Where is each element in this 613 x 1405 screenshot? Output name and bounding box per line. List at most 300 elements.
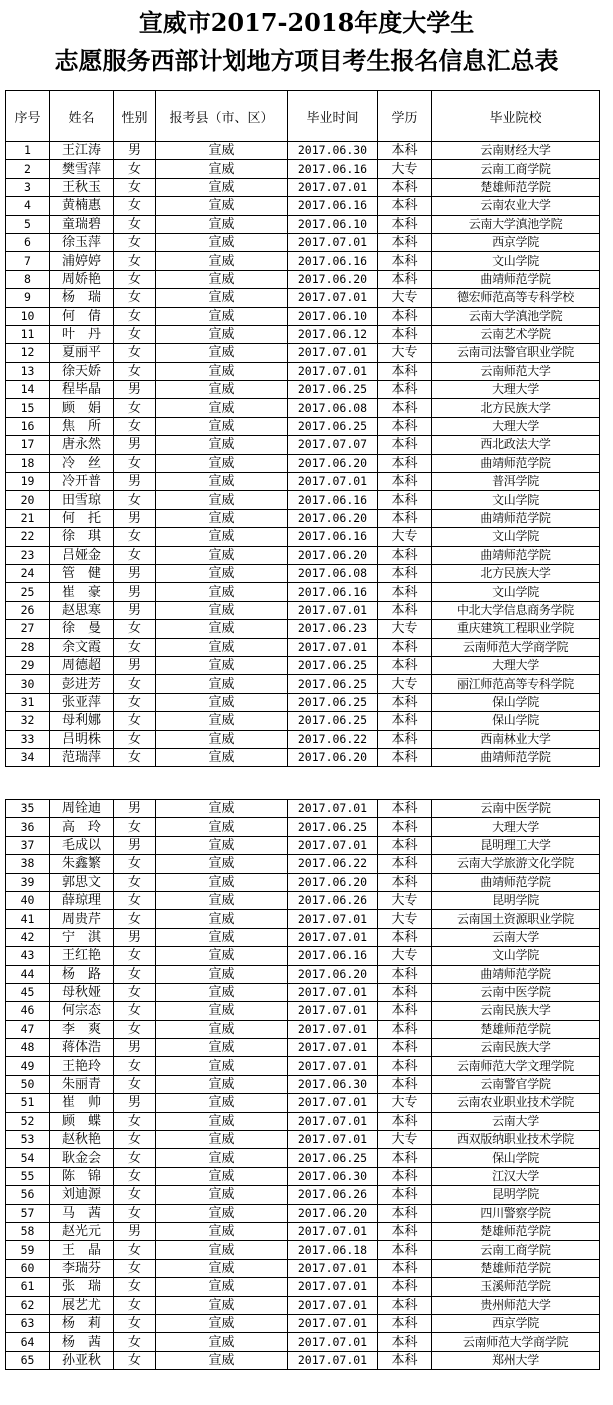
cell-graduation-date: 2017.07.01 (288, 1222, 378, 1240)
cell-serial: 50 (6, 1075, 50, 1093)
cell-county: 宣威 (156, 1204, 288, 1222)
cell-name: 吕明株 (50, 730, 114, 748)
cell-school: 西京学院 (432, 1314, 600, 1332)
cell-school: 云南工商学院 (432, 1241, 600, 1259)
cell-serial: 39 (6, 873, 50, 891)
cell-education: 本科 (378, 252, 432, 270)
cell-graduation-date: 2017.07.01 (288, 1002, 378, 1020)
table-row (6, 215, 600, 233)
cell-school: 文山学院 (432, 528, 600, 546)
cell-gender: 女 (114, 1112, 156, 1130)
cell-gender: 男 (114, 928, 156, 946)
table-row (6, 197, 600, 215)
cell-name: 管 健 (50, 564, 114, 582)
table-row (6, 233, 600, 251)
cell-school: 云南大学 (432, 928, 600, 946)
cell-name: 吕娅金 (50, 546, 114, 564)
cell-school: 文山学院 (432, 491, 600, 509)
cell-graduation-date: 2017.06.08 (288, 564, 378, 582)
cell-education: 本科 (378, 1314, 432, 1332)
cell-serial: 60 (6, 1259, 50, 1277)
cell-school: 曲靖师范学院 (432, 873, 600, 891)
cell-serial: 27 (6, 620, 50, 638)
header-county: 报考县（市、区） (156, 91, 288, 142)
cell-education: 本科 (378, 215, 432, 233)
cell-name: 王秋玉 (50, 178, 114, 196)
cell-graduation-date: 2017.07.01 (288, 1351, 378, 1369)
cell-gender: 女 (114, 1278, 156, 1296)
cell-school: 曲靖师范学院 (432, 270, 600, 288)
cell-gender: 女 (114, 748, 156, 766)
table-row (6, 142, 600, 160)
table-row (6, 675, 600, 693)
cell-graduation-date: 2017.07.01 (288, 638, 378, 656)
cell-gender: 女 (114, 160, 156, 178)
cell-education: 大专 (378, 675, 432, 693)
table-row (6, 601, 600, 619)
cell-name: 周贵芹 (50, 910, 114, 928)
cell-school: 云南师范大学文理学院 (432, 1057, 600, 1075)
cell-county: 宣威 (156, 1075, 288, 1093)
cell-school: 郑州大学 (432, 1351, 600, 1369)
cell-county: 宣威 (156, 252, 288, 270)
cell-graduation-date: 2017.06.20 (288, 509, 378, 527)
cell-serial: 30 (6, 675, 50, 693)
cell-serial: 19 (6, 473, 50, 491)
cell-county: 宣威 (156, 1039, 288, 1057)
table-row (6, 252, 600, 270)
cell-gender: 女 (114, 252, 156, 270)
table-row (6, 1075, 600, 1093)
cell-gender: 女 (114, 215, 156, 233)
cell-county: 宣威 (156, 891, 288, 909)
cell-county: 宣威 (156, 1112, 288, 1130)
cell-school: 昆明理工大学 (432, 836, 600, 854)
cell-county: 宣威 (156, 1149, 288, 1167)
cell-education: 大专 (378, 344, 432, 362)
cell-graduation-date: 2017.07.01 (288, 836, 378, 854)
cell-county: 宣威 (156, 1002, 288, 1020)
cell-serial: 36 (6, 818, 50, 836)
cell-education: 本科 (378, 601, 432, 619)
cell-name: 田雪琼 (50, 491, 114, 509)
table-row (6, 1314, 600, 1332)
table-row (6, 344, 600, 362)
table-row (6, 1112, 600, 1130)
cell-county: 宣威 (156, 197, 288, 215)
cell-serial: 51 (6, 1094, 50, 1112)
cell-name: 母利娜 (50, 712, 114, 730)
cell-serial: 21 (6, 509, 50, 527)
cell-name: 王红艳 (50, 947, 114, 965)
cell-education: 本科 (378, 1351, 432, 1369)
cell-graduation-date: 2017.07.01 (288, 178, 378, 196)
cell-graduation-date: 2017.06.26 (288, 891, 378, 909)
header-graduation-date: 毕业时间 (288, 91, 378, 142)
cell-gender: 女 (114, 178, 156, 196)
cell-serial: 33 (6, 730, 50, 748)
cell-education: 本科 (378, 1333, 432, 1351)
cell-education: 本科 (378, 818, 432, 836)
cell-school: 云南财经大学 (432, 142, 600, 160)
cell-gender: 男 (114, 564, 156, 582)
cell-school: 云南师范大学 (432, 362, 600, 380)
cell-name: 陈 锦 (50, 1167, 114, 1185)
cell-gender: 女 (114, 730, 156, 748)
cell-gender: 女 (114, 289, 156, 307)
cell-school: 云南工商学院 (432, 160, 600, 178)
cell-education: 本科 (378, 583, 432, 601)
cell-education: 大专 (378, 1131, 432, 1149)
cell-serial: 10 (6, 307, 50, 325)
cell-name: 孙亚秋 (50, 1351, 114, 1369)
cell-graduation-date: 2017.06.16 (288, 947, 378, 965)
cell-serial: 9 (6, 289, 50, 307)
cell-education: 本科 (378, 638, 432, 656)
cell-school: 保山学院 (432, 712, 600, 730)
cell-serial: 41 (6, 910, 50, 928)
applicant-table-part1 (5, 90, 600, 767)
cell-county: 宣威 (156, 601, 288, 619)
cell-gender: 男 (114, 1094, 156, 1112)
cell-gender: 女 (114, 1149, 156, 1167)
table-row (6, 891, 600, 909)
table-row (6, 399, 600, 417)
cell-name: 童瑞碧 (50, 215, 114, 233)
table-row (6, 381, 600, 399)
cell-education: 本科 (378, 712, 432, 730)
table-row (6, 1186, 600, 1204)
cell-serial: 63 (6, 1314, 50, 1332)
cell-graduation-date: 2017.07.01 (288, 1259, 378, 1277)
cell-graduation-date: 2017.06.25 (288, 818, 378, 836)
table-row (6, 1167, 600, 1185)
cell-name: 浦婷婷 (50, 252, 114, 270)
cell-education: 本科 (378, 1112, 432, 1130)
cell-gender: 女 (114, 1351, 156, 1369)
header-name: 姓名 (50, 91, 114, 142)
cell-education: 本科 (378, 399, 432, 417)
cell-name: 叶 丹 (50, 325, 114, 343)
cell-serial: 53 (6, 1131, 50, 1149)
cell-name: 张 瑞 (50, 1278, 114, 1296)
cell-graduation-date: 2017.06.16 (288, 528, 378, 546)
cell-serial: 42 (6, 928, 50, 946)
cell-name: 徐玉萍 (50, 233, 114, 251)
cell-county: 宣威 (156, 1296, 288, 1314)
table-row (6, 1002, 600, 1020)
cell-graduation-date: 2017.06.20 (288, 454, 378, 472)
cell-graduation-date: 2017.06.25 (288, 417, 378, 435)
cell-serial: 47 (6, 1020, 50, 1038)
cell-serial: 48 (6, 1039, 50, 1057)
cell-school: 西北政法大学 (432, 436, 600, 454)
cell-school: 保山学院 (432, 1149, 600, 1167)
cell-serial: 35 (6, 800, 50, 818)
cell-serial: 7 (6, 252, 50, 270)
cell-school: 江汉大学 (432, 1167, 600, 1185)
cell-graduation-date: 2017.07.01 (288, 1094, 378, 1112)
cell-gender: 女 (114, 546, 156, 564)
cell-graduation-date: 2017.07.01 (288, 928, 378, 946)
cell-name: 高 玲 (50, 818, 114, 836)
cell-school: 曲靖师范学院 (432, 748, 600, 766)
cell-education: 本科 (378, 965, 432, 983)
cell-school: 云南大学 (432, 1112, 600, 1130)
cell-education: 本科 (378, 693, 432, 711)
cell-school: 西京学院 (432, 233, 600, 251)
cell-name: 徐 琪 (50, 528, 114, 546)
table-row (6, 362, 600, 380)
cell-graduation-date: 2017.06.10 (288, 215, 378, 233)
table-row (6, 289, 600, 307)
cell-graduation-date: 2017.07.01 (288, 601, 378, 619)
cell-education: 本科 (378, 509, 432, 527)
cell-gender: 女 (114, 638, 156, 656)
cell-gender: 女 (114, 1057, 156, 1075)
cell-county: 宣威 (156, 748, 288, 766)
cell-name: 赵光元 (50, 1222, 114, 1240)
table-row (6, 836, 600, 854)
cell-school: 文山学院 (432, 252, 600, 270)
document-title-line2: 志愿服务西部计划地方项目考生报名信息汇总表 (54, 46, 559, 75)
cell-county: 宣威 (156, 362, 288, 380)
cell-serial: 26 (6, 601, 50, 619)
cell-name: 薛琼理 (50, 891, 114, 909)
cell-school: 西南林业大学 (432, 730, 600, 748)
cell-education: 本科 (378, 730, 432, 748)
cell-education: 大专 (378, 620, 432, 638)
cell-county: 宣威 (156, 528, 288, 546)
cell-gender: 男 (114, 509, 156, 527)
cell-name: 杨 路 (50, 965, 114, 983)
cell-school: 北方民族大学 (432, 399, 600, 417)
table-row (6, 546, 600, 564)
cell-county: 宣威 (156, 928, 288, 946)
cell-graduation-date: 2017.07.01 (288, 1131, 378, 1149)
cell-school: 云南大学旅游文化学院 (432, 855, 600, 873)
cell-graduation-date: 2017.07.01 (288, 1057, 378, 1075)
cell-education: 大专 (378, 1094, 432, 1112)
table-row (6, 436, 600, 454)
cell-name: 周德超 (50, 656, 114, 674)
cell-education: 本科 (378, 546, 432, 564)
cell-gender: 女 (114, 344, 156, 362)
cell-county: 宣威 (156, 1241, 288, 1259)
cell-graduation-date: 2017.06.25 (288, 693, 378, 711)
table-row (6, 712, 600, 730)
document-title-line1: 宣威市2017-2018年度大学生 (138, 8, 475, 37)
cell-education: 本科 (378, 1186, 432, 1204)
cell-gender: 女 (114, 1333, 156, 1351)
cell-education: 本科 (378, 855, 432, 873)
table-row (6, 454, 600, 472)
cell-gender: 女 (114, 873, 156, 891)
cell-gender: 女 (114, 1241, 156, 1259)
cell-graduation-date: 2017.06.10 (288, 307, 378, 325)
cell-county: 宣威 (156, 142, 288, 160)
cell-graduation-date: 2017.07.01 (288, 1039, 378, 1057)
table-row (6, 491, 600, 509)
cell-school: 曲靖师范学院 (432, 965, 600, 983)
cell-graduation-date: 2017.06.16 (288, 197, 378, 215)
cell-gender: 男 (114, 142, 156, 160)
cell-county: 宣威 (156, 233, 288, 251)
cell-county: 宣威 (156, 1222, 288, 1240)
cell-education: 本科 (378, 1204, 432, 1222)
cell-gender: 女 (114, 1020, 156, 1038)
cell-gender: 女 (114, 197, 156, 215)
cell-county: 宣威 (156, 473, 288, 491)
cell-graduation-date: 2017.07.01 (288, 1020, 378, 1038)
cell-county: 宣威 (156, 656, 288, 674)
cell-gender: 女 (114, 325, 156, 343)
cell-school: 曲靖师范学院 (432, 454, 600, 472)
table-row (6, 270, 600, 288)
cell-gender: 女 (114, 270, 156, 288)
cell-gender: 女 (114, 233, 156, 251)
cell-county: 宣威 (156, 730, 288, 748)
cell-serial: 57 (6, 1204, 50, 1222)
cell-gender: 女 (114, 1204, 156, 1222)
cell-school: 云南师范大学商学院 (432, 1333, 600, 1351)
cell-school: 大理大学 (432, 381, 600, 399)
cell-school: 大理大学 (432, 417, 600, 435)
cell-graduation-date: 2017.06.22 (288, 855, 378, 873)
cell-name: 赵秋艳 (50, 1131, 114, 1149)
cell-graduation-date: 2017.06.20 (288, 1204, 378, 1222)
table-row (6, 965, 600, 983)
cell-serial: 5 (6, 215, 50, 233)
cell-name: 宁 淇 (50, 928, 114, 946)
cell-name: 崔 豪 (50, 583, 114, 601)
cell-county: 宣威 (156, 1057, 288, 1075)
cell-graduation-date: 2017.06.25 (288, 675, 378, 693)
cell-county: 宣威 (156, 675, 288, 693)
cell-school: 西双版纳职业技术学院 (432, 1131, 600, 1149)
cell-gender: 女 (114, 1259, 156, 1277)
cell-county: 宣威 (156, 289, 288, 307)
cell-school: 文山学院 (432, 583, 600, 601)
cell-serial: 56 (6, 1186, 50, 1204)
cell-county: 宣威 (156, 1351, 288, 1369)
cell-serial: 59 (6, 1241, 50, 1259)
cell-serial: 22 (6, 528, 50, 546)
cell-school: 普洱学院 (432, 473, 600, 491)
table-row (6, 656, 600, 674)
cell-gender: 男 (114, 656, 156, 674)
header-education: 学历 (378, 91, 432, 142)
cell-school: 玉溪师范学院 (432, 1278, 600, 1296)
cell-graduation-date: 2017.06.20 (288, 965, 378, 983)
cell-name: 刘迪源 (50, 1186, 114, 1204)
cell-gender: 男 (114, 836, 156, 854)
cell-serial: 49 (6, 1057, 50, 1075)
cell-serial: 16 (6, 417, 50, 435)
cell-name: 朱丽青 (50, 1075, 114, 1093)
cell-school: 曲靖师范学院 (432, 509, 600, 527)
cell-graduation-date: 2017.07.01 (288, 800, 378, 818)
cell-school: 楚雄师范学院 (432, 178, 600, 196)
cell-county: 宣威 (156, 564, 288, 582)
cell-education: 大专 (378, 910, 432, 928)
table-row (6, 473, 600, 491)
table-row (6, 1222, 600, 1240)
cell-gender: 女 (114, 491, 156, 509)
table-row (6, 1241, 600, 1259)
cell-gender: 女 (114, 1075, 156, 1093)
cell-county: 宣威 (156, 307, 288, 325)
cell-name: 夏丽平 (50, 344, 114, 362)
cell-county: 宣威 (156, 491, 288, 509)
cell-serial: 14 (6, 381, 50, 399)
cell-name: 毛成以 (50, 836, 114, 854)
cell-school: 四川警察学院 (432, 1204, 600, 1222)
table-row (6, 325, 600, 343)
cell-graduation-date: 2017.06.20 (288, 873, 378, 891)
cell-gender: 女 (114, 399, 156, 417)
cell-graduation-date: 2017.07.01 (288, 910, 378, 928)
cell-school: 云南农业大学 (432, 197, 600, 215)
cell-gender: 男 (114, 583, 156, 601)
cell-serial: 40 (6, 891, 50, 909)
cell-school: 云南国土资源职业学院 (432, 910, 600, 928)
cell-graduation-date: 2017.07.01 (288, 289, 378, 307)
cell-education: 本科 (378, 564, 432, 582)
cell-name: 徐 曼 (50, 620, 114, 638)
cell-school: 文山学院 (432, 947, 600, 965)
table-row (6, 417, 600, 435)
cell-education: 本科 (378, 436, 432, 454)
cell-name: 周铨迪 (50, 800, 114, 818)
cell-gender: 女 (114, 693, 156, 711)
cell-school: 楚雄师范学院 (432, 1259, 600, 1277)
table-header-row (6, 91, 600, 142)
cell-graduation-date: 2017.06.16 (288, 491, 378, 509)
cell-education: 本科 (378, 1259, 432, 1277)
cell-name: 焦 所 (50, 417, 114, 435)
cell-name: 杨 瑞 (50, 289, 114, 307)
cell-graduation-date: 2017.06.16 (288, 160, 378, 178)
cell-gender: 女 (114, 855, 156, 873)
cell-serial: 12 (6, 344, 50, 362)
cell-name: 杨 莉 (50, 1314, 114, 1332)
cell-gender: 女 (114, 454, 156, 472)
cell-county: 宣威 (156, 836, 288, 854)
cell-county: 宣威 (156, 1020, 288, 1038)
table-row (6, 1259, 600, 1277)
cell-serial: 11 (6, 325, 50, 343)
cell-education: 本科 (378, 1075, 432, 1093)
cell-name: 展艺尤 (50, 1296, 114, 1314)
cell-graduation-date: 2017.06.30 (288, 142, 378, 160)
cell-education: 本科 (378, 1149, 432, 1167)
cell-county: 宣威 (156, 160, 288, 178)
cell-education: 本科 (378, 1057, 432, 1075)
cell-name: 彭进芳 (50, 675, 114, 693)
cell-education: 本科 (378, 142, 432, 160)
cell-serial: 55 (6, 1167, 50, 1185)
cell-name: 王艳玲 (50, 1057, 114, 1075)
cell-serial: 62 (6, 1296, 50, 1314)
cell-education: 本科 (378, 417, 432, 435)
cell-graduation-date: 2017.06.25 (288, 1149, 378, 1167)
cell-serial: 64 (6, 1333, 50, 1351)
cell-gender: 女 (114, 675, 156, 693)
cell-name: 朱鑫繁 (50, 855, 114, 873)
cell-graduation-date: 2017.06.23 (288, 620, 378, 638)
cell-education: 本科 (378, 1039, 432, 1057)
